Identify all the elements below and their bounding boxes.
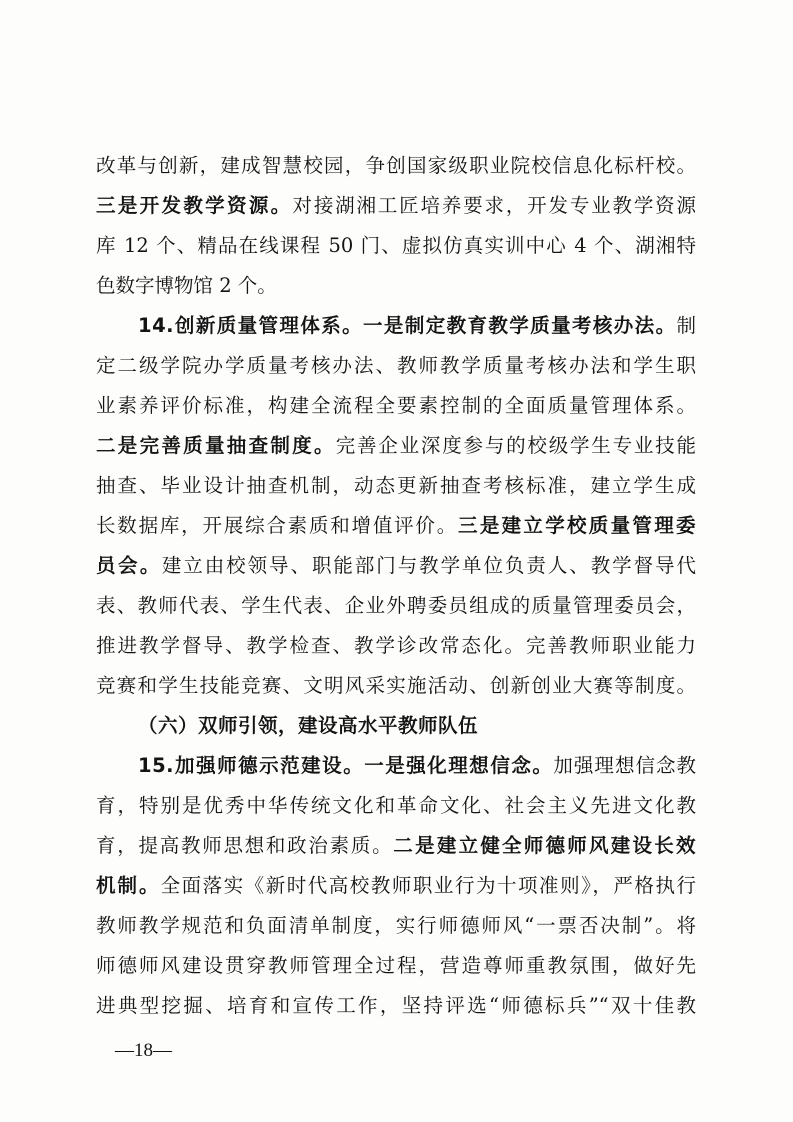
text-line <box>96 906 696 946</box>
text-segment: 抽查、毕业设计抽查机制，动态更新抽查考核标准，建立学生成 <box>96 474 696 497</box>
text-line <box>96 786 696 826</box>
text-line <box>96 346 696 386</box>
bold-text-segment: 14.创新质量管理体系。一是制定教育教学质量考核办法。 <box>138 314 677 337</box>
text-line <box>96 186 696 226</box>
text-segment: 师德师风建设贯穿教师管理全过程，营造尊师重教氛围，做好先 <box>96 954 696 977</box>
text-line <box>96 706 696 746</box>
text-line <box>96 146 696 186</box>
body-text <box>96 146 696 1026</box>
text-line <box>96 266 696 306</box>
text-line <box>96 506 696 546</box>
bold-text-segment: 15.加强师德示范建设。一是强化理想信念。 <box>138 754 554 777</box>
text-line <box>96 666 696 706</box>
text-segment: 长数据库，开展综合素质和增值评价。 <box>96 514 459 537</box>
text-line <box>96 586 696 626</box>
text-line <box>96 626 696 666</box>
bold-text-segment: 二是完善质量抽查制度。 <box>96 434 336 457</box>
text-segment: 育，提高教师思想和政治素质。 <box>96 834 394 857</box>
text-line <box>96 866 696 906</box>
text-segment: 完善企业深度参与的校级学生专业技能 <box>335 434 696 457</box>
text-line <box>96 946 696 986</box>
bold-text-segment: 二是建立健全师德师风建设长效 <box>393 834 696 857</box>
text-line <box>96 386 696 426</box>
text-segment: 制 <box>676 314 696 337</box>
bold-text-segment: 员会。 <box>96 554 162 577</box>
text-segment: 建立由校领导、职能部门与教学单位负责人、教学督导代 <box>161 554 696 577</box>
text-segment: 库 12 个、精品在线课程 50 门、虚拟仿真实训中心 4 个、湖湘特 <box>96 234 696 257</box>
text-segment: 育，特别是优秀中华传统文化和革命文化、社会主义先进文化教 <box>96 794 696 817</box>
text-segment: 全面落实《新时代高校教师职业行为十项准则》，严格执行 <box>160 874 696 897</box>
text-segment: 加强理想信念教 <box>553 754 696 777</box>
text-segment: 竞赛和学生技能竞赛、文明风采实施活动、创新创业大赛等制度。 <box>96 674 696 697</box>
bold-text-segment: 机制。 <box>96 874 161 897</box>
text-segment: 表、教师代表、学生代表、企业外聘委员组成的质量管理委员会， <box>96 594 696 617</box>
text-line <box>96 986 696 1026</box>
bold-text-segment: 三是建立学校质量管理委 <box>458 514 696 537</box>
bold-text-segment: （六）双师引领，建设高水平教师队伍 <box>138 714 479 737</box>
text-segment: 教师教学规范和负面清单制度，实行师德师风“一票否决制”。将 <box>96 914 696 937</box>
text-line <box>96 826 696 866</box>
text-line <box>96 466 696 506</box>
text-segment: 业素养评价标准，构建全流程全要素控制的全面质量管理体系。 <box>96 394 696 417</box>
text-segment: 推进教学督导、教学检查、教学诊改常态化。完善教师职业能力 <box>96 634 696 657</box>
text-segment: 进典型挖掘、培育和宣传工作，坚持评选“师德标兵”“双十佳教 <box>96 994 696 1017</box>
text-line <box>96 746 696 786</box>
text-line <box>96 426 696 466</box>
text-segment: 对接湖湘工匠培养要求，开发专业教学资源 <box>292 194 696 217</box>
bold-text-segment: 三是开发教学资源。 <box>96 194 293 217</box>
page-number: —18— <box>115 1040 172 1061</box>
text-line <box>96 306 696 346</box>
text-segment: 色数字博物馆 2 个。 <box>96 274 277 297</box>
text-segment: 定二级学院办学质量考核办法、教师教学质量考核办法和学生职 <box>96 354 696 377</box>
text-segment: 改革与创新，建成智慧校园，争创国家级职业院校信息化标杆校。 <box>96 154 696 177</box>
text-line <box>96 226 696 266</box>
text-line <box>96 546 696 586</box>
